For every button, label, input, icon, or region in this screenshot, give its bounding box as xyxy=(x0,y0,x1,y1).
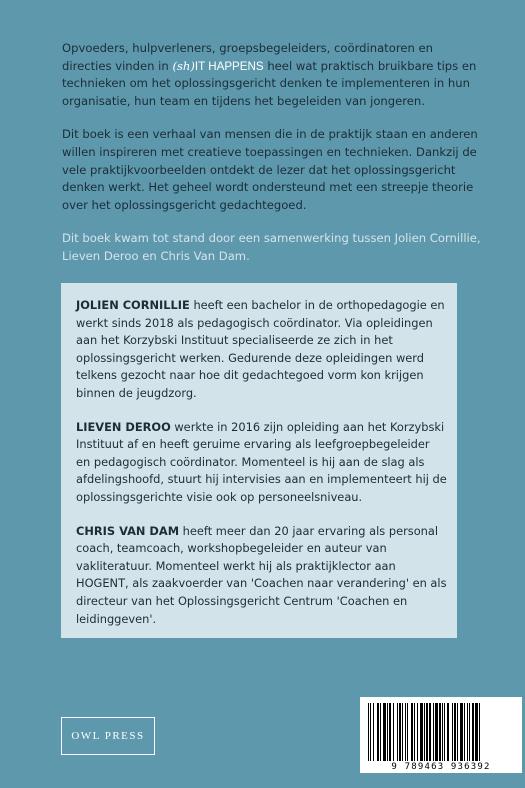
publisher-logo: OWL PRESS xyxy=(61,717,155,755)
intro-text xyxy=(62,40,482,282)
author-bio-text: heeft meer dan 20 jaar ervaring als personal coach, teamcoach, workshopbegeleider en auteur van vakliteratuur. Momenteel werkt hij als praktijklector aan HOGENT, als zaakvoerder van 'Coachen naar verandering' en als directeur van het Oplossingsgericht Centrum 'Coachen en leidinggeven'. xyxy=(76,523,447,626)
author-name: JOLIEN CORNILLIE xyxy=(76,298,190,312)
intro-p1-start: Opvoeders, hulpverleners, groepsbegeleiders, coördinatoren en directies vinden in xyxy=(62,41,433,73)
intro-paragraph-1 xyxy=(62,40,482,110)
author-name: CHRIS VAN DAM xyxy=(76,523,180,538)
author-bio xyxy=(76,419,447,507)
intro-p1-end: heel wat praktisch bruikbare tips en technieken om het oplossingsgericht denken te implementeren in hun organisatie, hun team en tijdens het begeleiden van jongeren. xyxy=(62,58,477,108)
intro-paragraph-2: Dit boek is een verhaal van mensen die in de praktijk staan en anderen willen inspireren met creatieve toepassingen en technieken. Dankzij de vele praktijkvoorbeelden ontdekt de lezer dat het oplossingsgericht denken werkt. Het geheel wordt ondersteund met een streepje theorie over het oplossingsgericht gedachtegoed. xyxy=(62,127,478,212)
barcode-bars xyxy=(368,703,514,761)
author-bio-text: werkte in 2016 zijn opleiding aan het Korzybski Instituut af en heeft geruime ervaring als leefgroepbegeleider en pedagogisch coördinator. Momenteel is hij aan de slag als afdelingshoofd, stuurt hij intervisies aan en implementeert hij de oplossingsgerichte visie ook op personeelsniveau. xyxy=(76,419,447,504)
author-bio xyxy=(76,297,447,403)
author-bios-box xyxy=(61,283,457,638)
intro-paragraph-3: Dit boek kwam tot stand door een samenwerking tussen Jolien Cornillie, Lieven Deroo en Chris Van Dam. xyxy=(62,231,481,263)
book-title-prefix: (sh) xyxy=(172,58,195,73)
author-name: LIEVEN DEROO xyxy=(76,419,171,434)
author-bio-text: heeft een bachelor in de orthopedagogie en werkt sinds 2018 als pedagogisch coördinator. Via opleidingen aan het Korzybski Instituut specialiseerde ze zich in het oplossingsgericht werken. Gedurende deze opleidingen werd telkens gezocht naar hoe dit gedachtegoed vorm kon krijgen binnen de jeugdzorg. xyxy=(76,298,445,400)
isbn-number: 9 789463 936392 xyxy=(391,762,491,772)
author-bio xyxy=(76,523,447,629)
isbn-barcode xyxy=(360,697,522,773)
book-title: IT HAPPENS xyxy=(194,59,264,73)
